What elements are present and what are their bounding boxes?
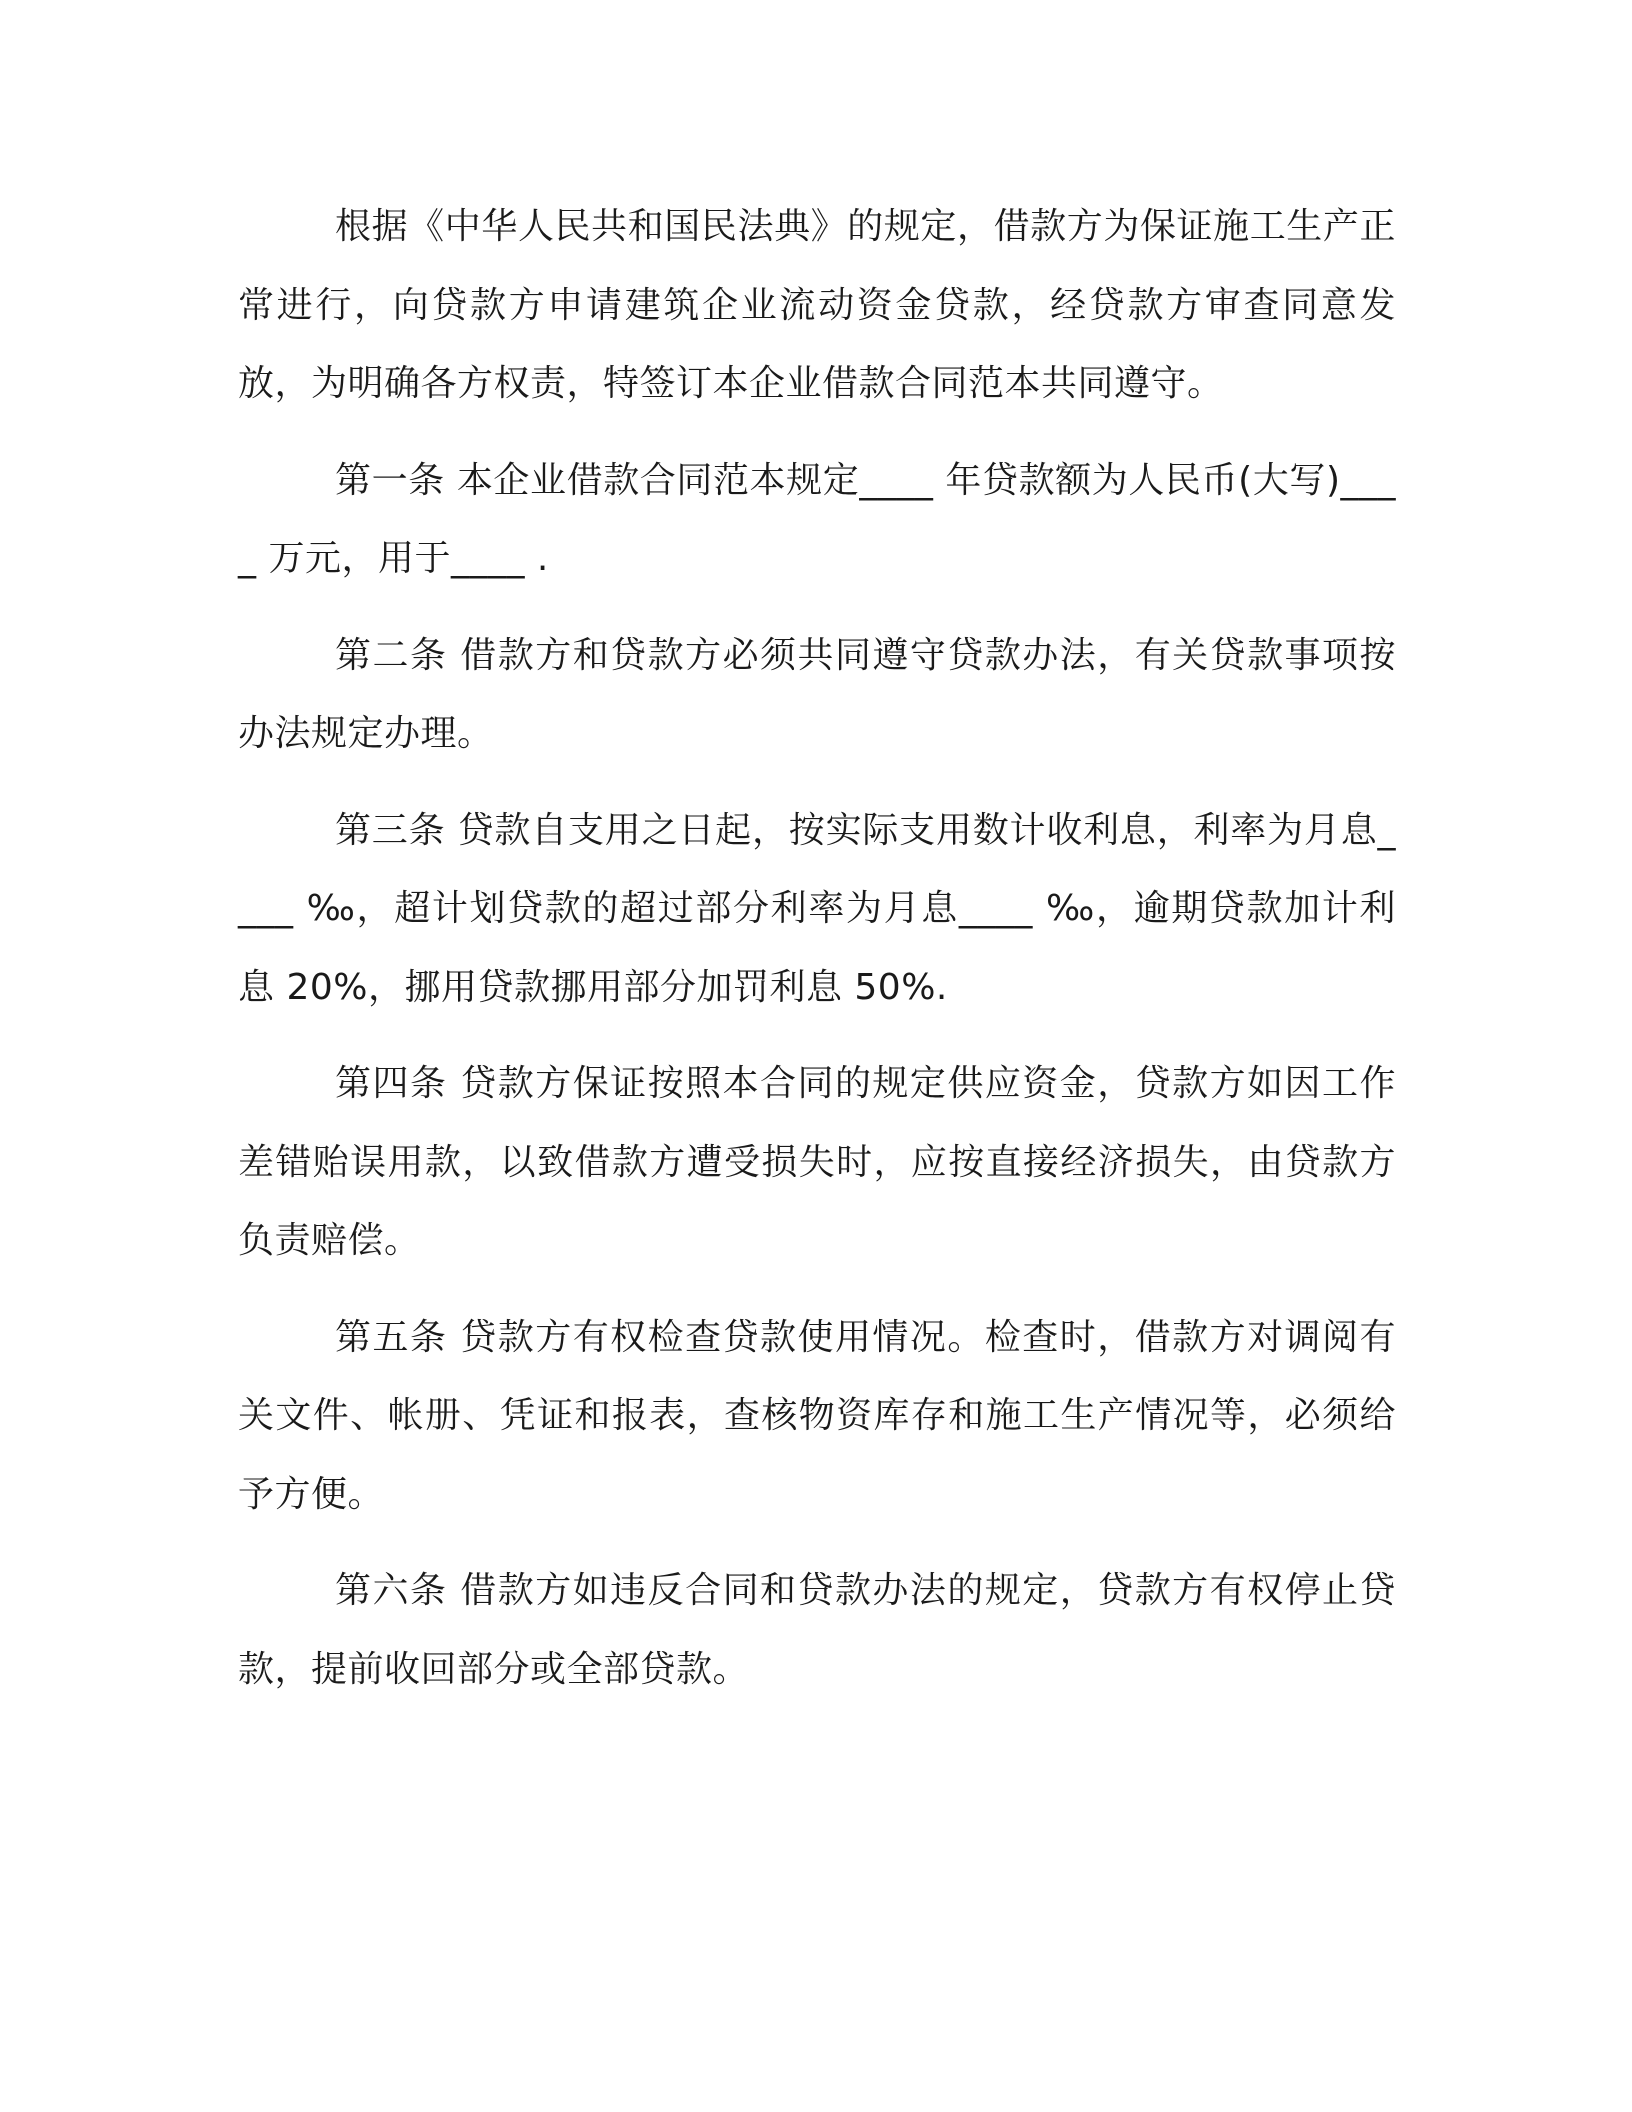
article-2-paragraph: 第二条 借款方和贷款方必须共同遵守贷款办法，有关贷款事项按办法规定办理。 [238, 634, 1396, 754]
document-body [238, 188, 1396, 1709]
article-5-paragraph: 第五条 贷款方有权检查贷款使用情况。检查时，借款方对调阅有关文件、帐册、凭证和报表，查核物资库存和施工生产情况等，必须给予方便。 [238, 1316, 1396, 1515]
article-3-paragraph: 第三条 贷款自支用之日起，按实际支用数计收利息，利率为月息____ ‰，超计划贷款的超过部分利率为月息____ ‰，逾期贷款加计利息 20%，挪用贷款挪用部分加罚利息 50%. [238, 809, 1396, 1008]
article-1-paragraph: 第一条 本企业借款合同范本规定____ 年贷款额为人民币(大写)____ 万元，用于____ . [238, 459, 1396, 579]
preamble-paragraph: 根据《中华人民共和国民法典》的规定，借款方为保证施工生产正常进行，向贷款方申请建筑企业流动资金贷款，经贷款方审查同意发放，为明确各方权责，特签订本企业借款合同范本共同遵守。 [238, 206, 1396, 404]
article-6-paragraph: 第六条 借款方如违反合同和贷款办法的规定，贷款方有权停止贷款，提前收回部分或全部贷款。 [238, 1570, 1396, 1690]
article-4-paragraph: 第四条 贷款方保证按照本合同的规定供应资金，贷款方如因工作差错贻误用款，以致借款方遭受损失时，应按直接经济损失，由贷款方负责赔偿。 [238, 1063, 1396, 1261]
